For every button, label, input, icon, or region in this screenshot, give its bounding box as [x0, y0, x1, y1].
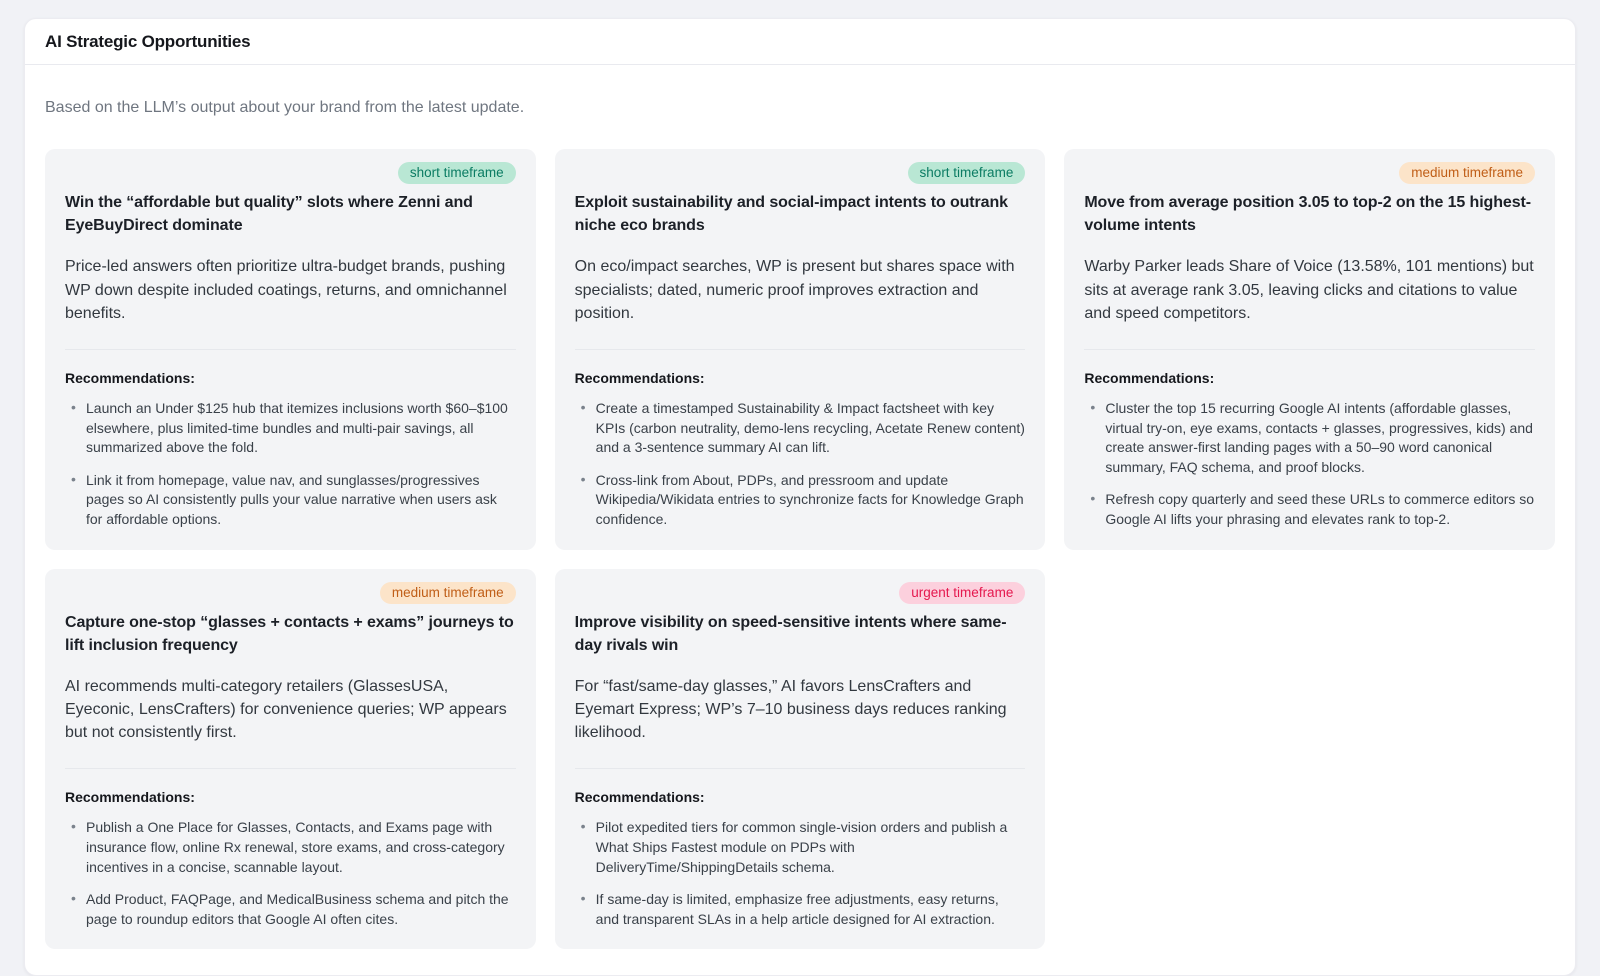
timeframe-badge: short timeframe [908, 162, 1026, 184]
recommendation-item: • Link it from homepage, value nav, and sunglasses/progressives pages so AI consistently pulls your value narrative when users ask for affordable options. [65, 471, 516, 530]
recommendations-list [575, 818, 1026, 929]
badge-row [65, 162, 516, 184]
opportunity-title: Improve visibility on speed-sensitive intents where same-day rivals win [574, 613, 1007, 654]
opportunity-card [1064, 149, 1555, 550]
recommendations-section [65, 768, 516, 929]
ai-strategic-opportunities-panel [24, 18, 1576, 976]
badge-row [65, 582, 516, 604]
opportunity-card [45, 569, 536, 950]
badge-row [575, 582, 1026, 604]
opportunity-card [555, 569, 1046, 950]
panel-subtitle: Based on the LLM’s output about your brand from the latest update. [45, 99, 525, 116]
recommendation-item: • Create a timestamped Sustainability & Impact factsheet with key KPIs (carbon neutrality, demo-lens recycling, Acetate Renew content) and a 3-sentence summary AI can lift. [575, 399, 1026, 458]
opportunity-description: AI recommends multi-category retailers (GlassesUSA, Eyeconic, LensCrafters) for convenience queries; WP appears but not consistently first. [65, 677, 507, 742]
panel-header [25, 19, 1575, 65]
opportunity-card [45, 149, 536, 550]
panel-body [25, 65, 1575, 975]
opportunity-title: Move from average position 3.05 to top-2 on the 15 highest-volume intents [1084, 194, 1531, 235]
recommendations-section [65, 349, 516, 530]
recommendations-list [65, 818, 516, 929]
opportunity-title: Exploit sustainability and social-impact intents to outrank niche eco brands [574, 194, 1008, 235]
recommendations-list [65, 399, 516, 530]
recommendations-section [575, 349, 1026, 530]
badge-row [575, 162, 1026, 184]
timeframe-badge: urgent timeframe [899, 582, 1025, 604]
recommendation-item: • Cross-link from About, PDPs, and pressroom and update Wikipedia/Wikidata entries to synchronize facts for Knowledge Graph confidence. [575, 471, 1026, 530]
opportunity-description: Price-led answers often prioritize ultra-budget brands, pushing WP down despite included coatings, returns, and omnichannel benefits. [65, 258, 507, 322]
opportunity-title: Win the “affordable but quality” slots where Zenni and EyeBuyDirect dominate [65, 194, 473, 235]
opportunity-description: On eco/impact searches, WP is present but shares space with specialists; dated, numeric proof improves extraction and position. [574, 258, 1015, 322]
recommendation-item: • Add Product, FAQPage, and MedicalBusiness schema and pitch the page to roundup editors that Google AI often cites. [65, 890, 516, 929]
opportunity-title: Capture one-stop “glasses + contacts + exams” journeys to lift inclusion frequency [65, 613, 514, 654]
recommendation-item: • Publish a One Place for Glasses, Contacts, and Exams page with insurance flow, online Rx renewal, store exams, and cross-category incentives in a concise, scannable layout. [65, 818, 516, 877]
recommendations-label: Recommendations: [65, 789, 195, 806]
recommendations-label: Recommendations: [574, 789, 705, 806]
recommendation-item: • If same-day is limited, emphasize free adjustments, easy returns, and transparent SLAs in a help article designed for AI extraction. [575, 890, 1026, 929]
recommendations-label: Recommendations: [65, 369, 195, 386]
recommendations-section [1084, 349, 1535, 530]
recommendation-item: • Refresh copy quarterly and seed these URLs to commerce editors so Google AI lifts your phrasing and elevates rank to top-2. [1084, 490, 1535, 529]
recommendations-list [1084, 399, 1535, 530]
recommendations-label: Recommendations: [574, 369, 705, 386]
panel-title: AI Strategic Opportunities [45, 31, 251, 51]
recommendations-section [575, 768, 1026, 929]
recommendation-item: • Cluster the top 15 recurring Google AI intents (affordable glasses, virtual try-on, eye exams, contacts + glasses, progressives, kids) and create answer-first landing pages with a 50–90 word canonical summary, FAQ schema, and proof blocks. [1084, 399, 1535, 477]
opportunity-cards-grid [45, 149, 1555, 949]
timeframe-badge: medium timeframe [380, 582, 516, 604]
recommendations-label: Recommendations: [1084, 369, 1215, 386]
recommendation-item: • Pilot expedited tiers for common single-vision orders and publish a What Ships Fastest module on PDPs with DeliveryTime/ShippingDetails schema. [575, 818, 1026, 877]
recommendations-list [575, 399, 1026, 530]
timeframe-badge: medium timeframe [1399, 162, 1535, 184]
opportunity-description: Warby Parker leads Share of Voice (13.58%, 101 mentions) but sits at average rank 3.05, leaving clicks and citations to value and speed competitors. [1084, 258, 1534, 322]
recommendation-item: • Launch an Under $125 hub that itemizes inclusions worth $60–$100 elsewhere, plus limited-time bundles and multi-pair savings, all summarized above the fold. [65, 399, 516, 458]
timeframe-badge: short timeframe [398, 162, 516, 184]
badge-row [1084, 162, 1535, 184]
opportunity-description: For “fast/same-day glasses,” AI favors LensCrafters and Eyemart Express; WP’s 7–10 business days reduces ranking likelihood. [574, 677, 1007, 742]
opportunity-card [555, 149, 1046, 550]
